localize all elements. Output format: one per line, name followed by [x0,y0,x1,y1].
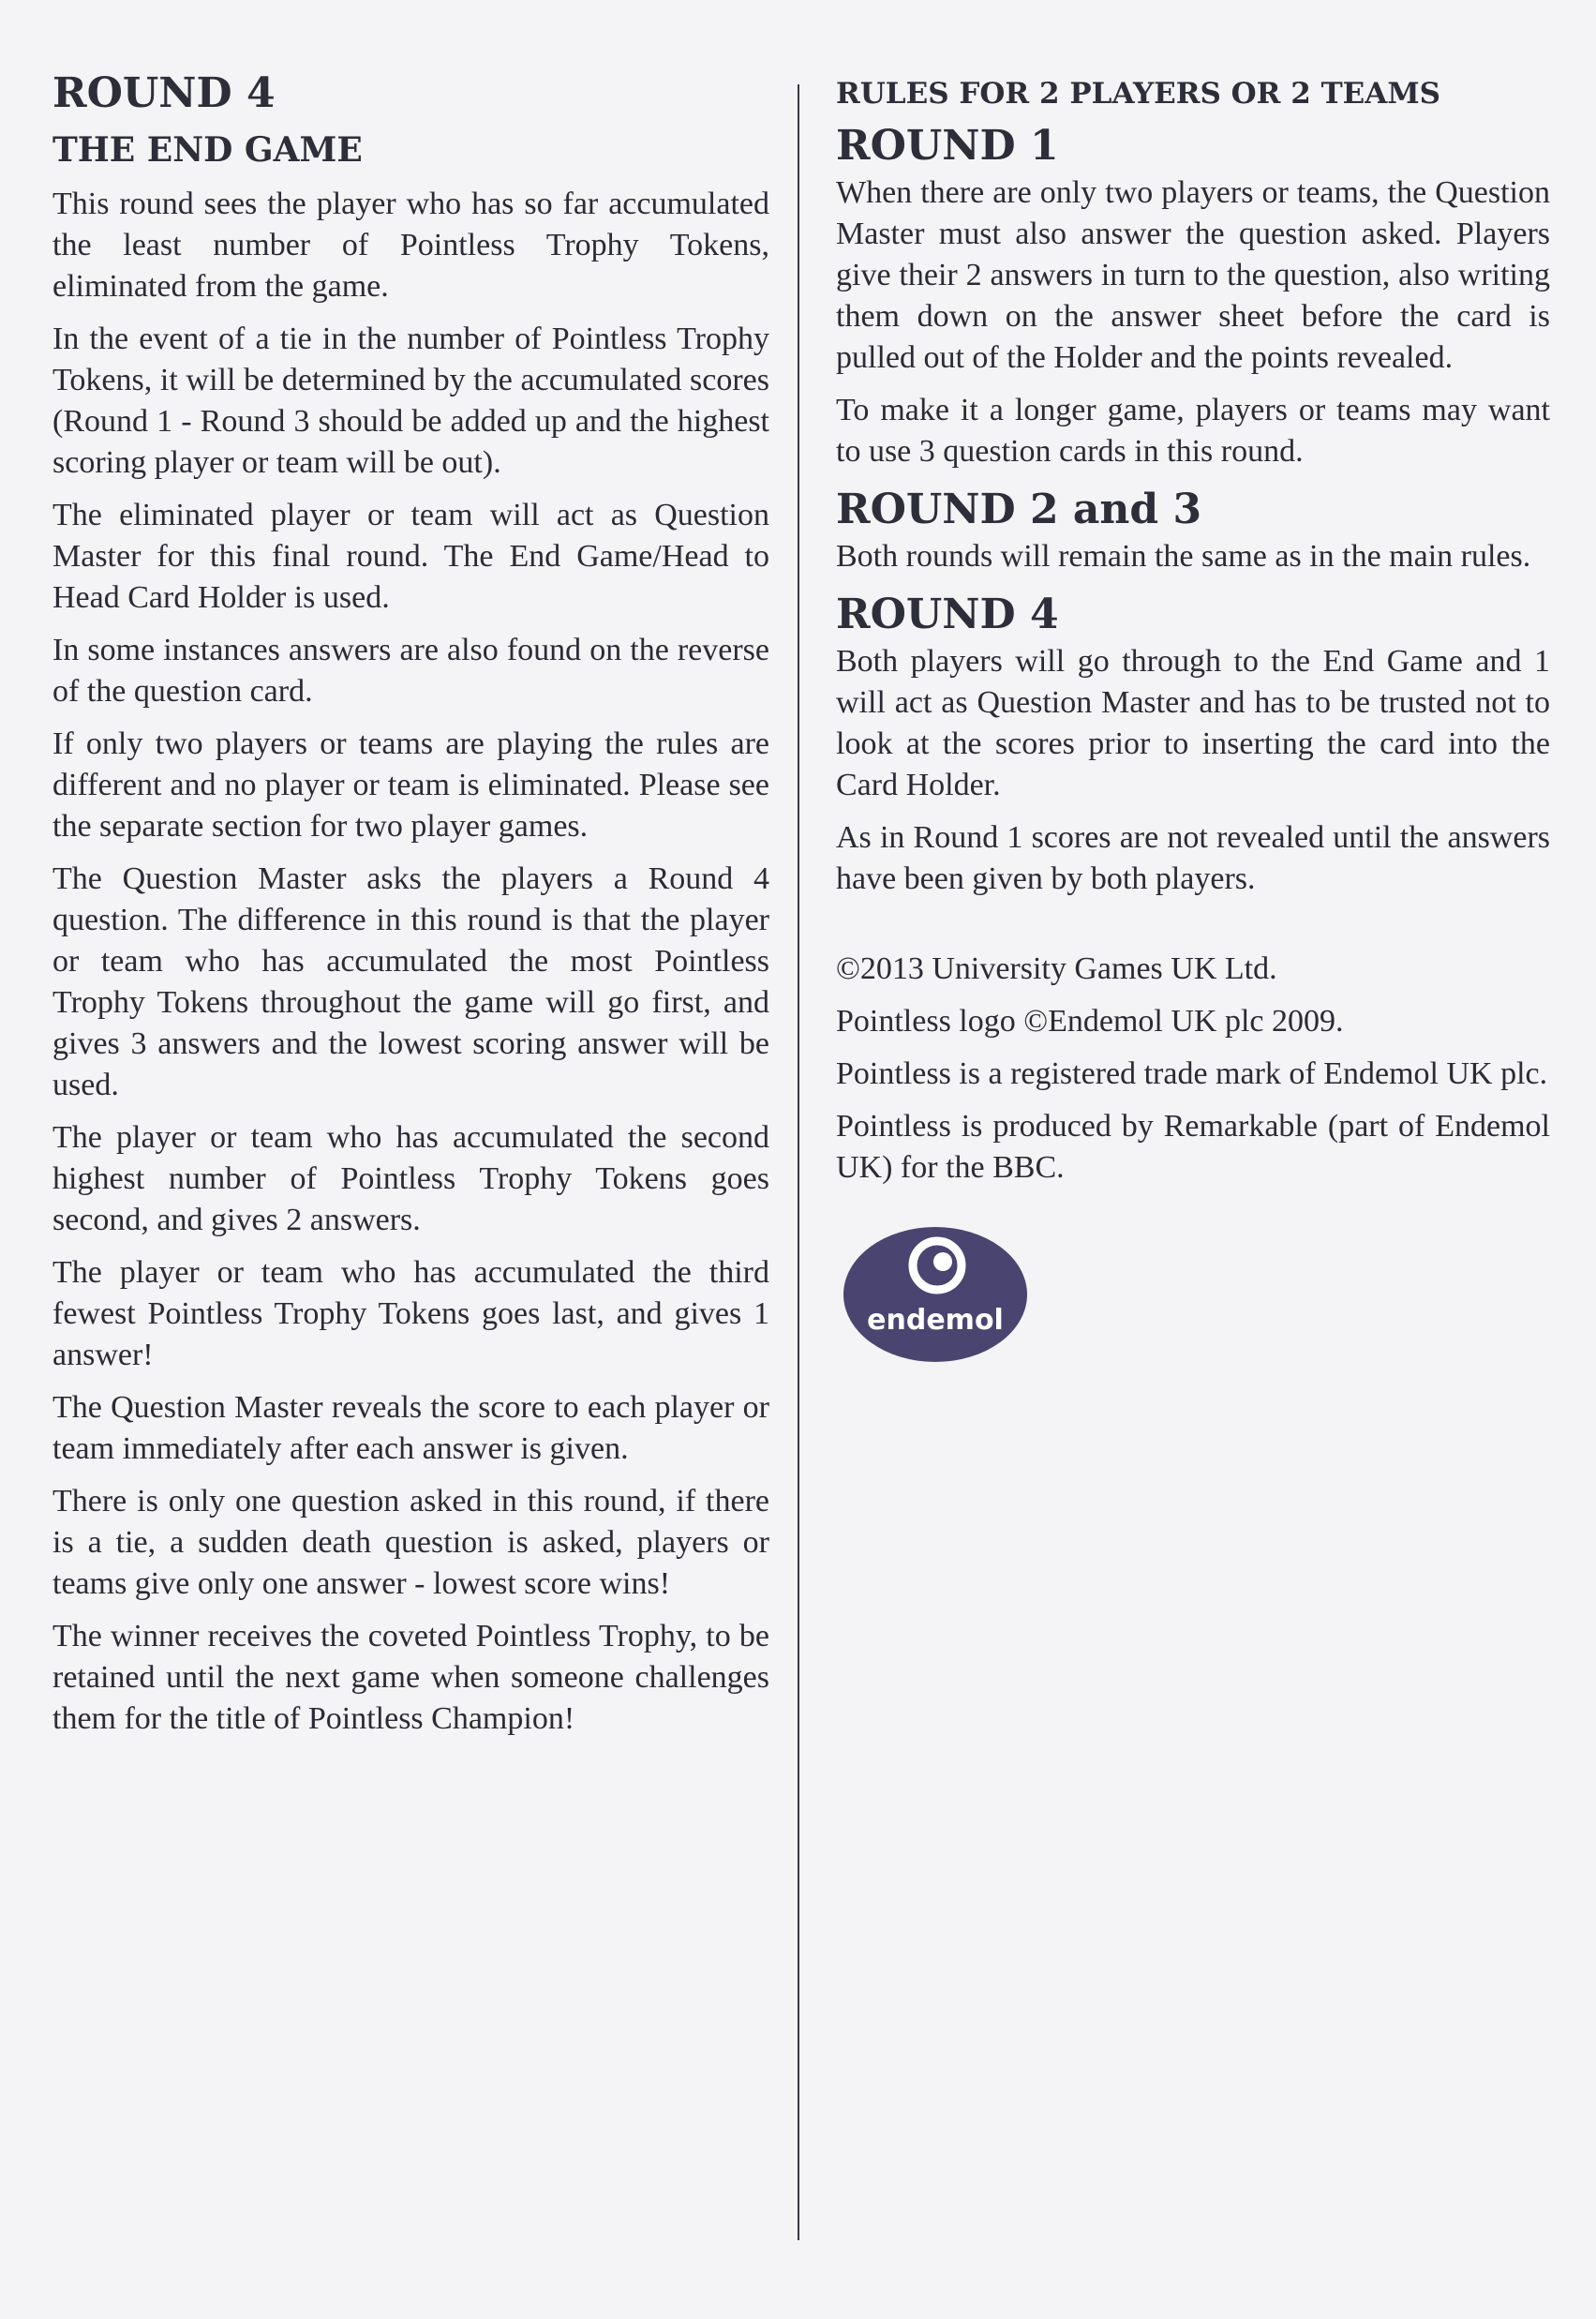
left-column [52,67,769,1751]
paragraph: There is only one question asked in this round, if there is a tie, a sudden death question is asked, players or teams give only one answer - lowest score wins! [52,1484,769,1601]
end-game-subheading: THE END GAME [52,130,363,170]
paragraph: This round sees the player who has so far accumulated the least number of Pointless Trophy Tokens, eliminated from the game. [52,187,769,304]
round4-heading: ROUND 4 [52,69,276,117]
copyright-line: ©2013 University Games UK Ltd. [836,951,1277,986]
paragraph: Both players will go through to the End Game and 1 will act as Question Master and has to be trusted not to look at the scores prior to inserting the card into the Card Holder. [836,644,1550,802]
paragraph: If only two players or teams are playing the rules are different and no player or team is eliminated. Please see the separate section for two player games. [52,726,769,844]
paragraph: Both rounds will remain the same as in the main rules. [836,539,1531,574]
logo-copyright-line: Pointless logo ©Endemol UK plc 2009. [836,1004,1344,1039]
paragraph: The eliminated player or team will act as Question Master for this final round. The End Game/Head to Head Card Holder is used. [52,498,769,615]
paragraph: The winner receives the coveted Pointless Trophy, to be retained until the next game when someone challenges them for the title of Pointless Champion! [52,1619,769,1736]
paragraph: The Question Master reveals the score to each player or team immediately after each answer is given. [52,1390,769,1466]
production-line: Pointless is produced by Remarkable (part of Endemol UK) for the BBC. [836,1109,1550,1185]
round2-3-heading: ROUND 2 and 3 [836,486,1202,533]
right-column [836,75,1550,1369]
round1-heading: ROUND 1 [836,122,1059,170]
round4-two-player-heading: ROUND 4 [836,591,1059,638]
logo-oval [843,1227,1027,1362]
paragraph: The player or team who has accumulated the second highest number of Pointless Trophy Tokens goes second, and gives 2 answers. [52,1120,769,1237]
paragraph: To make it a longer game, players or teams may want to use 3 question cards in this round. [836,393,1550,469]
paragraph: In some instances answers are also found on the reverse of the question card. [52,633,769,709]
two-player-rules-title: RULES FOR 2 PLAYERS OR 2 TEAMS [836,77,1441,111]
paragraph: The player or team who has accumulated the third fewest Pointless Trophy Tokens goes last, and gives 1 answer! [52,1255,769,1372]
paragraph: As in Round 1 scores are not revealed until the answers have been given by both players. [836,820,1550,896]
paragraph: In the event of a tie in the number of Pointless Trophy Tokens, it will be determined by the accumulated scores (Round 1 - Round 3 should be added up and the highest scoring player or team will be out). [52,322,769,480]
logo-eye-pupil [933,1252,952,1271]
logo-text: endemol [867,1304,1004,1337]
trademark-line: Pointless is a registered trade mark of Endemol UK plc. [836,1056,1548,1091]
paragraph: The Question Master asks the players a Round 4 question. The difference in this round is that the player or team who has accumulated the most Pointless Trophy Tokens throughout the game will go first, and gives 3 answers and the lowest scoring answer will be used. [52,861,769,1102]
endemol-logo [842,1224,1029,1365]
paragraph: When there are only two players or teams, the Question Master must also answer the question asked. Players give their 2 answers in turn to the question, also writing them down on the answer sheet before the card is pulled out of the Holder and the points revealed. [836,175,1550,375]
column-divider [798,84,799,2240]
